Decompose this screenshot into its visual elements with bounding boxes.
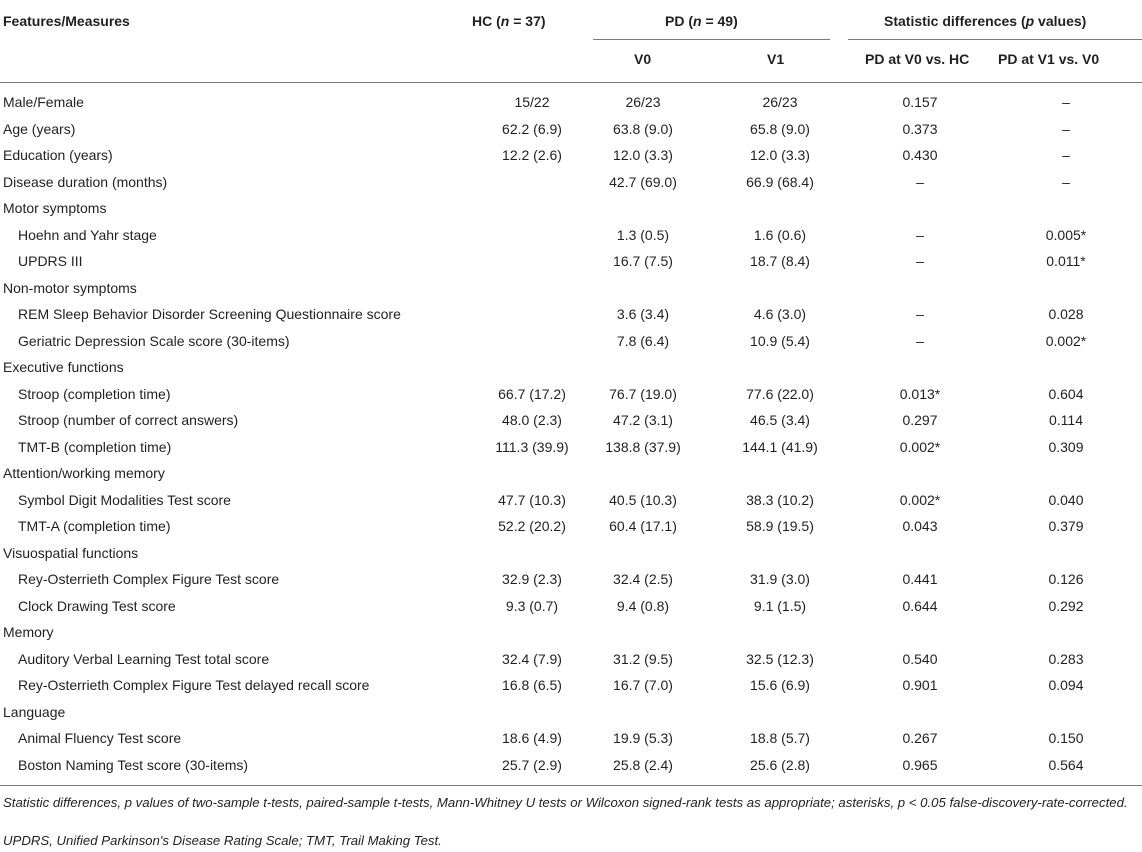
p-v1-vs-v0-cell: 0.040 [1048,491,1084,508]
feature-label: Non-motor symptoms [3,279,137,296]
p-v1-vs-v0-cell: 0.028 [1048,306,1084,322]
p-v1-vs-v0-cell: 0.283 [1048,650,1084,667]
pd-v0-cell: 7.8 (6.4) [616,332,670,349]
pd-v0-cell: 31.2 (9.5) [613,650,673,667]
table-row [0,222,1142,248]
table-row [0,725,1142,751]
measure-label: Hoehn and Yahr stage [18,226,157,243]
pd-v0-cell: 25.8 (2.4) [613,756,673,773]
table-row [0,354,1142,380]
table-row [0,566,1142,592]
table-row [0,619,1142,645]
pd-v1-cell: 10.9 (5.4) [750,332,810,349]
pd-v1-cell: 1.6 (0.6) [753,226,807,243]
pd-v0-cell: 19.9 (5.3) [613,730,673,746]
p-v0-vs-hc-cell: 0.901 [902,677,938,693]
pd-v1-cell: 66.9 (68.4) [746,173,814,190]
table-row [0,434,1142,460]
pd-v0-cell: 76.7 (19.0) [609,385,677,402]
pd-v1-cell: 46.5 (3.4) [750,412,810,428]
pd-v0-cell: 16.7 (7.5) [613,253,673,269]
table-bottom-rule [0,785,1142,786]
col-header-hc [472,13,546,29]
feature-label: Education (years) [3,147,113,163]
pd-v1-cell: 9.1 (1.5) [753,597,807,614]
hc-cell: 48.0 (2.3) [502,412,562,428]
pd-v1-cell: 15.6 (6.9) [750,677,810,693]
p-v0-vs-hc-cell: – [916,226,924,243]
pd-suffix: = 49) [701,13,738,29]
p-v1-vs-v0-cell: 0.379 [1048,518,1084,534]
stat-subheader-rule [848,39,1142,40]
pd-v0-cell: 63.8 (9.0) [613,120,673,137]
hc-cell: 25.7 (2.9) [502,756,562,773]
table-row [0,142,1142,168]
measure-label: Rey-Osterrieth Complex Figure Test score [18,571,280,587]
hc-cell: 52.2 (20.2) [498,518,566,534]
p-v1-vs-v0-cell: – [1062,94,1070,110]
p-v0-vs-hc-cell: 0.965 [902,756,938,773]
pd-v0-cell: 16.7 (7.0) [613,677,673,693]
p-v1-vs-v0-cell: 0.094 [1048,677,1084,693]
p-v1-vs-v0-cell: 0.011* [1046,253,1086,269]
hc-cell: 15/22 [514,94,550,110]
col-header-features: Features/Measures [3,13,130,29]
p-v0-vs-hc-cell: – [916,253,924,269]
measure-label: Clock Drawing Test score [18,597,176,614]
p-v0-vs-hc-cell: – [916,306,924,322]
p-v0-vs-hc-cell: 0.267 [902,730,938,746]
feature-label: Disease duration (months) [3,173,168,190]
measure-label: TMT-B (completion time) [18,438,172,455]
p-v0-vs-hc-cell: 0.644 [902,597,938,614]
feature-label: Language [3,703,66,720]
measure-label: Geriatric Depression Scale score (30-items) [18,332,290,349]
table-row [0,487,1142,513]
measure-label: Boston Naming Test score (30-items) [18,756,249,773]
hc-cell: 47.7 (10.3) [498,491,566,508]
p-v0-vs-hc-cell: 0.002* [899,491,941,508]
table-row [0,116,1142,142]
table-row [0,593,1142,619]
pd-v1-cell: 18.7 (8.4) [750,253,810,269]
pd-v1-cell: 38.3 (10.2) [746,491,814,508]
hc-cell: 32.4 (7.9) [502,650,562,667]
measure-label: Rey-Osterrieth Complex Figure Test delayed recall score [18,677,370,693]
measure-label: Stroop (completion time) [18,385,171,402]
footnote-abbreviations: UPDRS, Unified Parkinson's Disease Rating Scale; TMT, Trail Making Test. [3,833,442,848]
p-v1-vs-v0-cell: 0.292 [1048,597,1084,614]
p-v0-vs-hc-cell: 0.157 [902,94,938,110]
measure-label: Stroop (number of correct answers) [18,412,239,428]
pd-v0-cell: 1.3 (0.5) [616,226,670,243]
hc-cell: 18.6 (4.9) [502,730,562,746]
hc-prefix: HC ( [472,13,501,29]
feature-label: Visuospatial functions [3,544,139,561]
pd-v1-cell: 32.5 (12.3) [746,650,814,667]
table-row [0,460,1142,486]
pd-v1-cell: 58.9 (19.5) [746,518,814,534]
p-v1-vs-v0-cell: – [1062,147,1070,163]
measure-label: REM Sleep Behavior Disorder Screening Questionnaire score [18,306,401,322]
n-symbol: n [500,13,510,29]
hc-cell: 12.2 (2.6) [502,147,562,163]
pd-v0-cell: 138.8 (37.9) [605,438,681,455]
hc-suffix: = 37) [509,13,546,29]
p-v1-vs-v0-cell: 0.126 [1048,571,1084,587]
pd-v0-cell: 42.7 (69.0) [609,173,677,190]
col-header-v0: V0 [634,51,652,67]
feature-label: Attention/working memory [3,465,165,481]
p-v1-vs-v0-cell: – [1062,120,1070,137]
col-header-v1: V1 [767,51,785,67]
p-v1-vs-v0-cell: 0.005* [1045,226,1087,243]
pd-v0-cell: 9.4 (0.8) [616,597,670,614]
col-header-stat [884,13,1086,29]
feature-label: Male/Female [3,94,84,110]
hc-cell: 32.9 (2.3) [502,571,562,587]
table-row [0,89,1142,115]
table-row [0,646,1142,672]
pd-v1-cell: 18.8 (5.7) [750,730,810,746]
p-v0-vs-hc-cell: 0.002* [899,438,941,455]
table-row [0,752,1142,778]
pd-v0-cell: 47.2 (3.1) [613,412,673,428]
table-row [0,169,1142,195]
table-row [0,672,1142,698]
hc-cell: 66.7 (17.2) [498,385,566,402]
hc-cell: 16.8 (6.5) [502,677,562,693]
p-v1-vs-v0-cell: 0.002* [1045,332,1087,349]
feature-label: Executive functions [3,359,124,375]
pd-v0-cell: 32.4 (2.5) [613,571,673,587]
table-row [0,195,1142,221]
pd-v1-cell: 65.8 (9.0) [750,120,810,137]
col-header-pd-v1-vs-v0: PD at V1 vs. V0 [998,51,1100,67]
measure-label: UPDRS III [18,253,83,269]
stat-suffix: values) [1034,13,1087,29]
pd-prefix: PD ( [665,13,693,29]
measure-label: Auditory Verbal Learning Test total score [18,650,270,667]
pd-v1-cell: 31.9 (3.0) [750,571,810,587]
pd-v0-cell: 3.6 (3.4) [616,306,670,322]
p-v1-vs-v0-cell: 0.564 [1048,756,1084,773]
p-v1-vs-v0-cell: 0.604 [1048,385,1084,402]
measure-label: TMT-A (completion time) [18,518,171,534]
table-row [0,275,1142,301]
p-v0-vs-hc-cell: 0.540 [902,650,938,667]
footnote-statistics: Statistic differences, p values of two-sample t-tests, paired-sample t-tests, Mann-Whitney U tests or Wilcoxon signed-rank tests as appropriate; asterisks, p < 0.05 false-discovery-rate-corrected. [3,795,1128,810]
pd-v1-cell: 12.0 (3.3) [750,147,810,163]
measure-label: Animal Fluency Test score [18,730,182,746]
p-v0-vs-hc-cell: 0.430 [902,147,938,163]
table-row [0,699,1142,725]
table-row [0,248,1142,274]
pd-v1-cell: 4.6 (3.0) [753,306,807,322]
header-bottom-rule [0,82,1142,83]
measure-label: Symbol Digit Modalities Test score [18,491,231,508]
pd-subheader-rule [593,39,830,40]
p-symbol: p [1025,13,1035,29]
hc-cell: 111.3 (39.9) [495,438,569,455]
p-v0-vs-hc-cell: – [916,332,924,349]
col-header-pd [665,13,738,29]
pd-v0-cell: 12.0 (3.3) [613,147,673,163]
pd-v0-cell: 26/23 [625,94,661,110]
p-v0-vs-hc-cell: 0.373 [902,120,938,137]
table-row [0,513,1142,539]
p-v0-vs-hc-cell: 0.297 [902,412,938,428]
pd-v0-cell: 40.5 (10.3) [609,491,677,508]
feature-label: Age (years) [3,120,76,137]
pd-v1-cell: 25.6 (2.8) [750,756,810,773]
table-row [0,540,1142,566]
p-v0-vs-hc-cell: 0.043 [902,518,938,534]
p-v0-vs-hc-cell: 0.441 [902,571,938,587]
pd-v0-cell: 60.4 (17.1) [609,518,677,534]
p-v1-vs-v0-cell: 0.309 [1048,438,1084,455]
feature-label: Motor symptoms [3,200,107,216]
p-v0-vs-hc-cell: 0.013* [899,385,941,402]
table-row [0,407,1142,433]
p-v1-vs-v0-cell: 0.114 [1049,412,1083,428]
table-row [0,301,1142,327]
p-v1-vs-v0-cell: 0.150 [1048,730,1084,746]
pd-v1-cell: 144.1 (41.9) [742,438,818,455]
hc-cell: 62.2 (6.9) [502,120,562,137]
table-row [0,381,1142,407]
col-header-pd-v0-vs-hc: PD at V0 vs. HC [865,51,970,67]
pd-v1-cell: 26/23 [762,94,798,110]
p-v0-vs-hc-cell: – [916,173,924,190]
hc-cell: 9.3 (0.7) [505,597,559,614]
n-symbol: n [693,13,702,29]
pd-v1-cell: 77.6 (22.0) [746,385,814,402]
feature-label: Memory [3,624,54,640]
stat-prefix: Statistic differences ( [884,13,1026,29]
table-row [0,328,1142,354]
p-v1-vs-v0-cell: – [1062,173,1070,190]
